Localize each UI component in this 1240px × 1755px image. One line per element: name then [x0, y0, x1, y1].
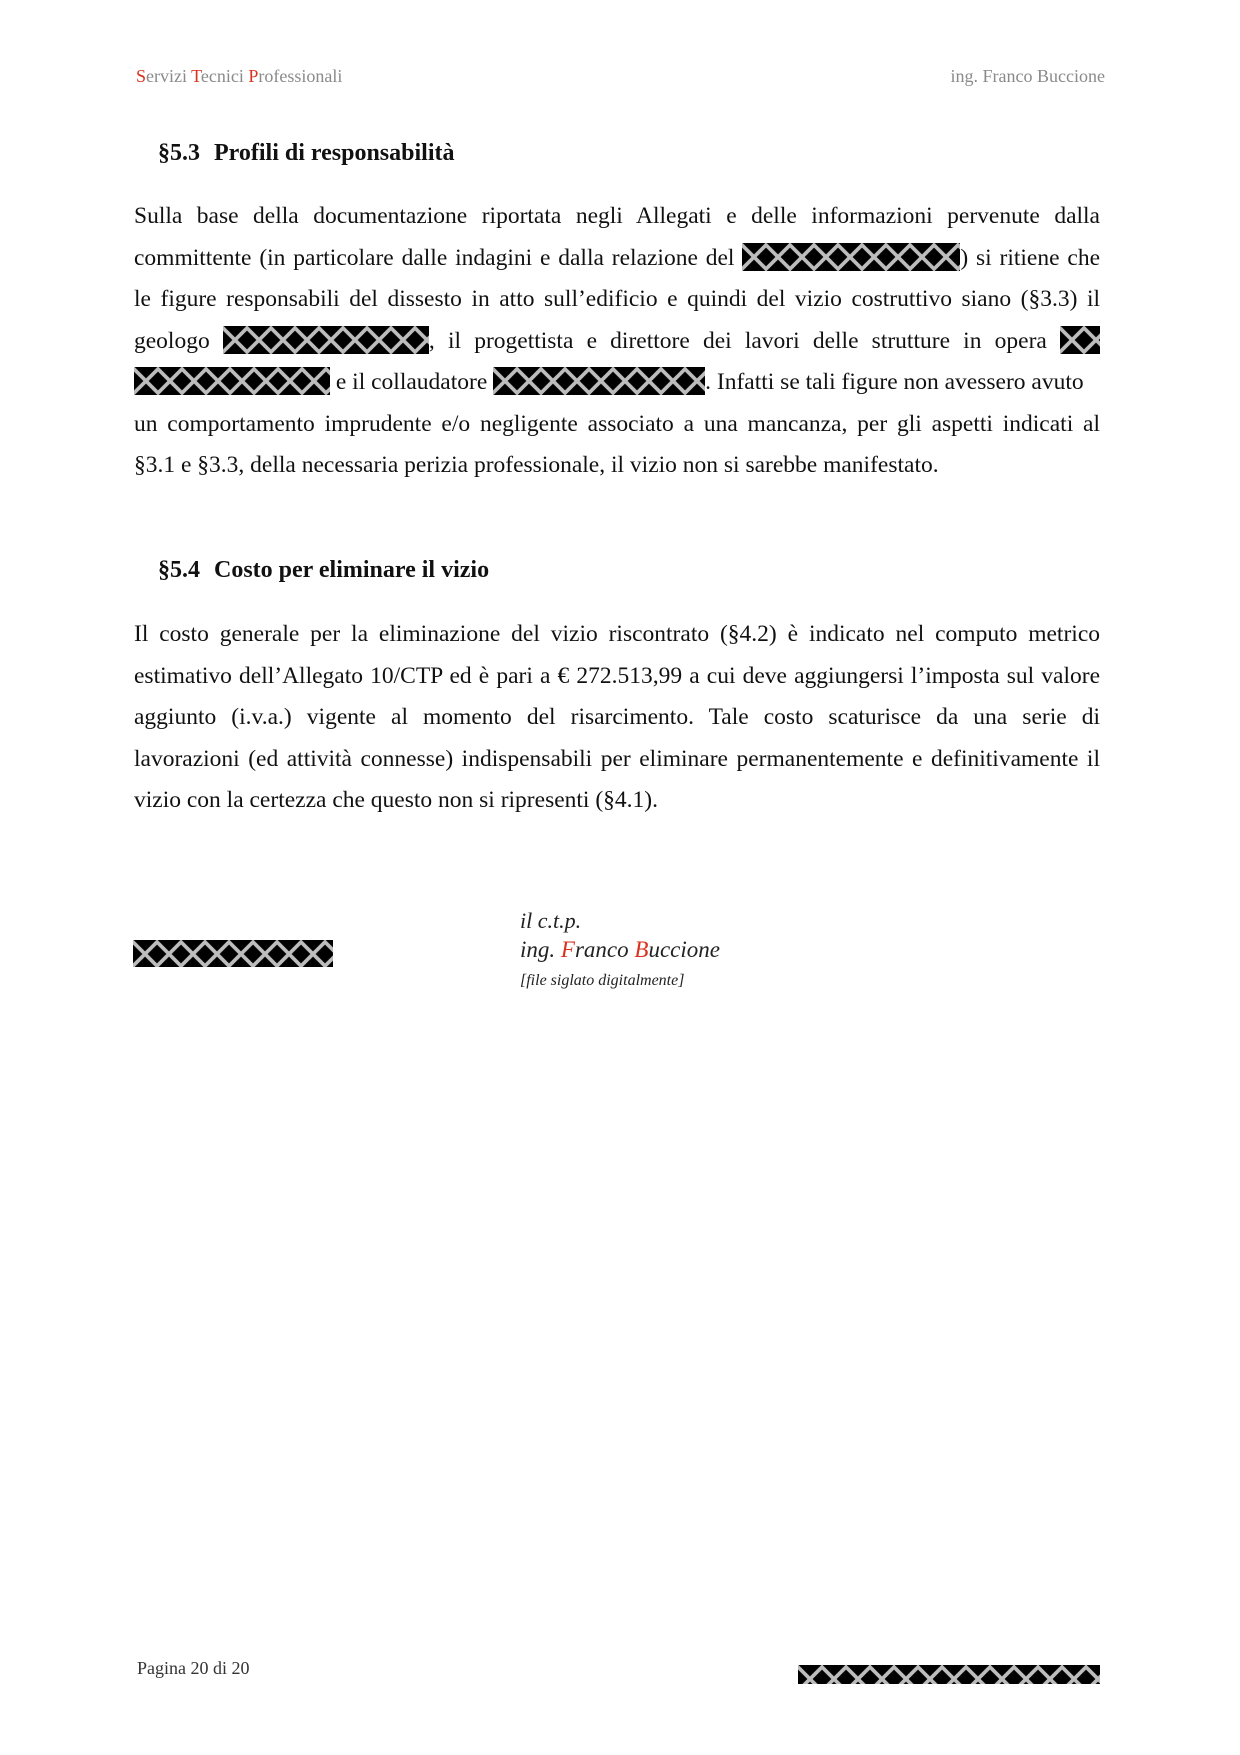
- section-5-4-title: Costo per eliminare il vizio: [214, 557, 490, 583]
- header-word-professionali: rofessionali: [258, 66, 343, 86]
- text-fragment: geologo: [134, 327, 210, 354]
- paragraph-line: aggiunto (i.v.a.) vigente al momento del risarcimento. Tale costo scaturisce da una serie di: [134, 704, 1100, 730]
- section-5-3-number: §5.3: [158, 140, 200, 166]
- redacted-name: [223, 326, 429, 354]
- header-word-servizi: ervizi: [146, 66, 192, 86]
- redacted-name: [742, 243, 960, 271]
- section-5-4-heading: [158, 557, 489, 584]
- header-initial-t: T: [191, 66, 201, 86]
- signature-note: [file siglato digitalmente]: [520, 972, 685, 989]
- text-fragment: e il collaudatore: [335, 369, 488, 395]
- text-fragment: ) si ritiene che: [960, 244, 1101, 271]
- paragraph-line: [134, 238, 1100, 280]
- header-author: ing. Franco Buccione: [950, 66, 1105, 86]
- text-fragment: . Infatti se tali figure non avessero avuto: [705, 369, 1084, 395]
- paragraph-line: Sulla base della documentazione riportata negli Allegati e delle informazioni pervenute dalla: [134, 203, 1100, 229]
- section-5-3-heading: [158, 140, 454, 167]
- section-5-4-paragraph: [134, 614, 1100, 822]
- signature-name: [520, 937, 720, 963]
- header-initial-s: S: [136, 66, 147, 86]
- redacted-footer: [798, 1665, 1100, 1684]
- redacted-name: [134, 367, 330, 395]
- signature-role: il c.t.p.: [520, 908, 582, 933]
- paragraph-line: §3.1 e §3.3, della necessaria perizia professionale, il vizio non si sarebbe manifestato.: [134, 452, 939, 478]
- paragraph-line: lavorazioni (ed attività connesse) indispensabili per eliminare permanentemente e definitivamente il: [134, 745, 1100, 772]
- paragraph-line: le figure responsabili del dissesto in atto sull’edificio e quindi del vizio costruttivo siano (§3.3) il: [134, 286, 1100, 312]
- paragraph-line: estimativo dell’Allegato 10/CTP ed è pari a € 272.513,99 a cui deve aggiungersi l’imposta sul valore: [134, 662, 1100, 689]
- paragraph-line: Il costo generale per la eliminazione del vizio riscontrato (§4.2) è indicato nel computo metrico: [134, 621, 1100, 647]
- paragraph-line: vizio con la certezza che questo non si ripresenti (§4.1).: [134, 787, 658, 813]
- signature-prefix: ing.: [520, 937, 561, 962]
- paragraph-line: [134, 362, 1100, 404]
- text-fragment: committente (in particolare dalle indagini e dalla relazione del: [134, 244, 735, 271]
- header-initial-p: P: [248, 66, 259, 86]
- text-fragment: , il progettista e direttore dei lavori delle strutture in opera: [428, 327, 1047, 354]
- signature-first-name: ranco: [574, 937, 635, 962]
- section-5-3-title: Profili di responsabilità: [214, 140, 455, 166]
- redacted-name: [493, 367, 705, 395]
- signature-initial-b: B: [634, 937, 649, 962]
- page-number: Pagina 20 di 20: [137, 1658, 250, 1678]
- paragraph-line: [134, 321, 1100, 363]
- section-5-3-paragraph: [134, 196, 1100, 487]
- signature-last-name: uccione: [648, 937, 720, 962]
- header-word-tecnici: ecnici: [200, 66, 249, 86]
- redacted-signature-left: [133, 940, 333, 967]
- section-5-4-number: §5.4: [158, 557, 200, 583]
- paragraph-line: un comportamento imprudente e/o negligente associato a una mancanza, per gli aspetti indicati al: [134, 410, 1100, 437]
- header-firm-name: [136, 66, 342, 87]
- redacted-name: [1060, 326, 1100, 354]
- signature-initial-f: F: [560, 937, 575, 962]
